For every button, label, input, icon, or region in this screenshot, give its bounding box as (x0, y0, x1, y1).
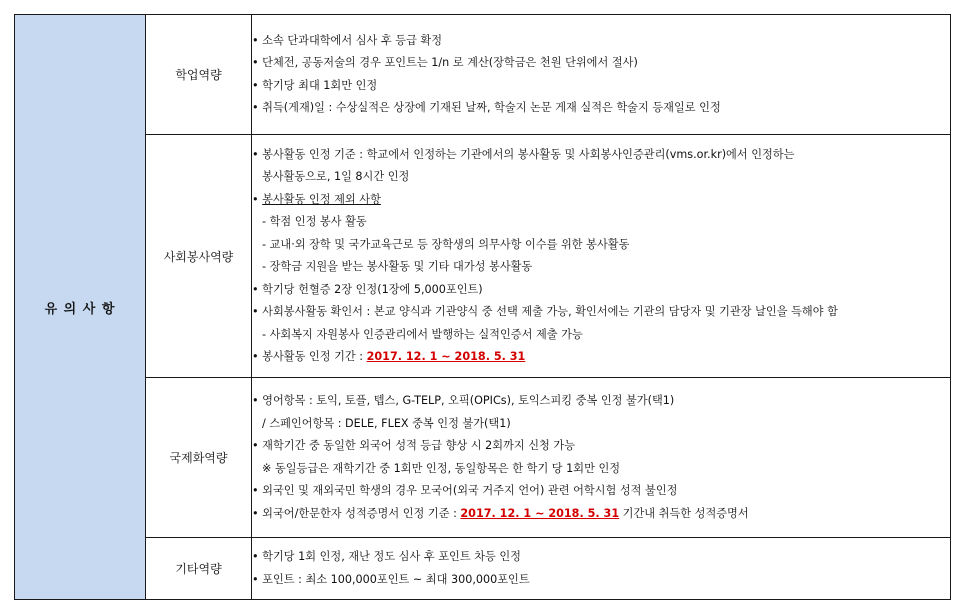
list-item: - 장학금 지원을 받는 봉사활동 및 기타 대가성 봉사활동 (262, 260, 533, 273)
list-item: • 소속 단과대학에서 심사 후 등급 확정 (252, 33, 443, 47)
period-dates: 2017. 12. 1 ~ 2018. 5. 31 (366, 350, 526, 363)
list-item: • 포인트 : 최소 100,000포인트 ~ 최대 300,000포인트 (252, 572, 530, 586)
list-item (252, 503, 950, 526)
section-volunteer-body (252, 135, 951, 378)
section-academic-body (252, 15, 951, 135)
criteria-label: • 외국어/한문한자 성적증명서 인정 기준 : (252, 506, 461, 520)
list-item: • 학기당 최대 1회만 인정 (252, 78, 378, 92)
exclusion-heading: 봉사활동 인정 제외 사항 (262, 192, 381, 206)
list-item: • 봉사활동 인정 제외 사항 (252, 192, 381, 206)
list-item: - 사회복지 자원봉사 인증관리에서 발행하는 실적인증서 제출 가능 (262, 327, 583, 341)
list-item (252, 346, 950, 369)
list-item: • 학기당 헌혈증 2장 인정(1장에 5,000포인트) (252, 282, 483, 296)
category-international: 국제화역량 (146, 378, 252, 538)
section-international-body (252, 378, 951, 538)
list-item: • 단체전, 공동저술의 경우 포인트는 1/n 로 계산(장학금은 천원 단위에서 절사) (252, 56, 638, 69)
list-item: 봉사활동으로, 1일 8시간 인정 (262, 170, 410, 183)
period-label: • 봉사활동 인정 기간 : (252, 350, 367, 363)
list-item: • 외국인 및 재외국민 학생의 경우 모국어(외국 거주지 언어) 관련 어학시험 성적 불인정 (252, 484, 678, 497)
criteria-dates: 2017. 12. 1 ~ 2018. 5. 31 (460, 506, 620, 520)
category-academic: 학업역량 (146, 15, 252, 135)
list-item: • 봉사활동 인정 기준 : 학교에서 인정하는 기관에서의 봉사활동 및 사회봉사인증관리(vms.or.kr)에서 인정하는 (252, 147, 795, 161)
list-item: - 교내·외 장학 및 국가교육근로 등 장학생의 의무사항 이수를 위한 봉사활동 (262, 237, 630, 251)
list-item: • 재학기간 중 동일한 외국어 성적 등급 향상 시 2회까지 신청 가능 (252, 439, 576, 452)
category-other: 기타역량 (146, 538, 252, 600)
list-item: ※ 동일등급은 재학기간 중 1회만 인정, 동일항목은 한 학기 당 1회만 인정 (262, 461, 621, 475)
list-item: • 사회봉사활동 확인서 : 본교 양식과 기관양식 중 선택 제출 가능, 확인서에는 기관의 담당자 및 기관장 날인을 득해야 함 (252, 305, 838, 318)
side-label: 유 의 사 항 (15, 15, 146, 600)
list-item: • 학기당 1회 인정, 재난 정도 심사 후 포인트 차등 인정 (252, 550, 521, 563)
section-other-body (252, 538, 951, 600)
list-item: - 학점 인정 봉사 활동 (262, 215, 367, 228)
list-item: • 영어항목 : 토익, 토플, 텝스, G-TELP, 오픽(OPICs), 토익스피킹 중복 인정 불가(택1) (252, 394, 675, 407)
list-item: • 취득(게재)일 : 수상실적은 상장에 기재된 날짜, 학술지 논문 게재 실적은 학술지 등재일로 인정 (252, 101, 721, 114)
list-item: / 스페인어항목 : DELE, FLEX 중복 인정 불가(택1) (262, 416, 511, 430)
category-volunteer: 사회봉사역량 (146, 135, 252, 378)
criteria-suffix: 기간내 취득한 성적증명서 (619, 506, 749, 520)
notes-table (14, 14, 951, 600)
